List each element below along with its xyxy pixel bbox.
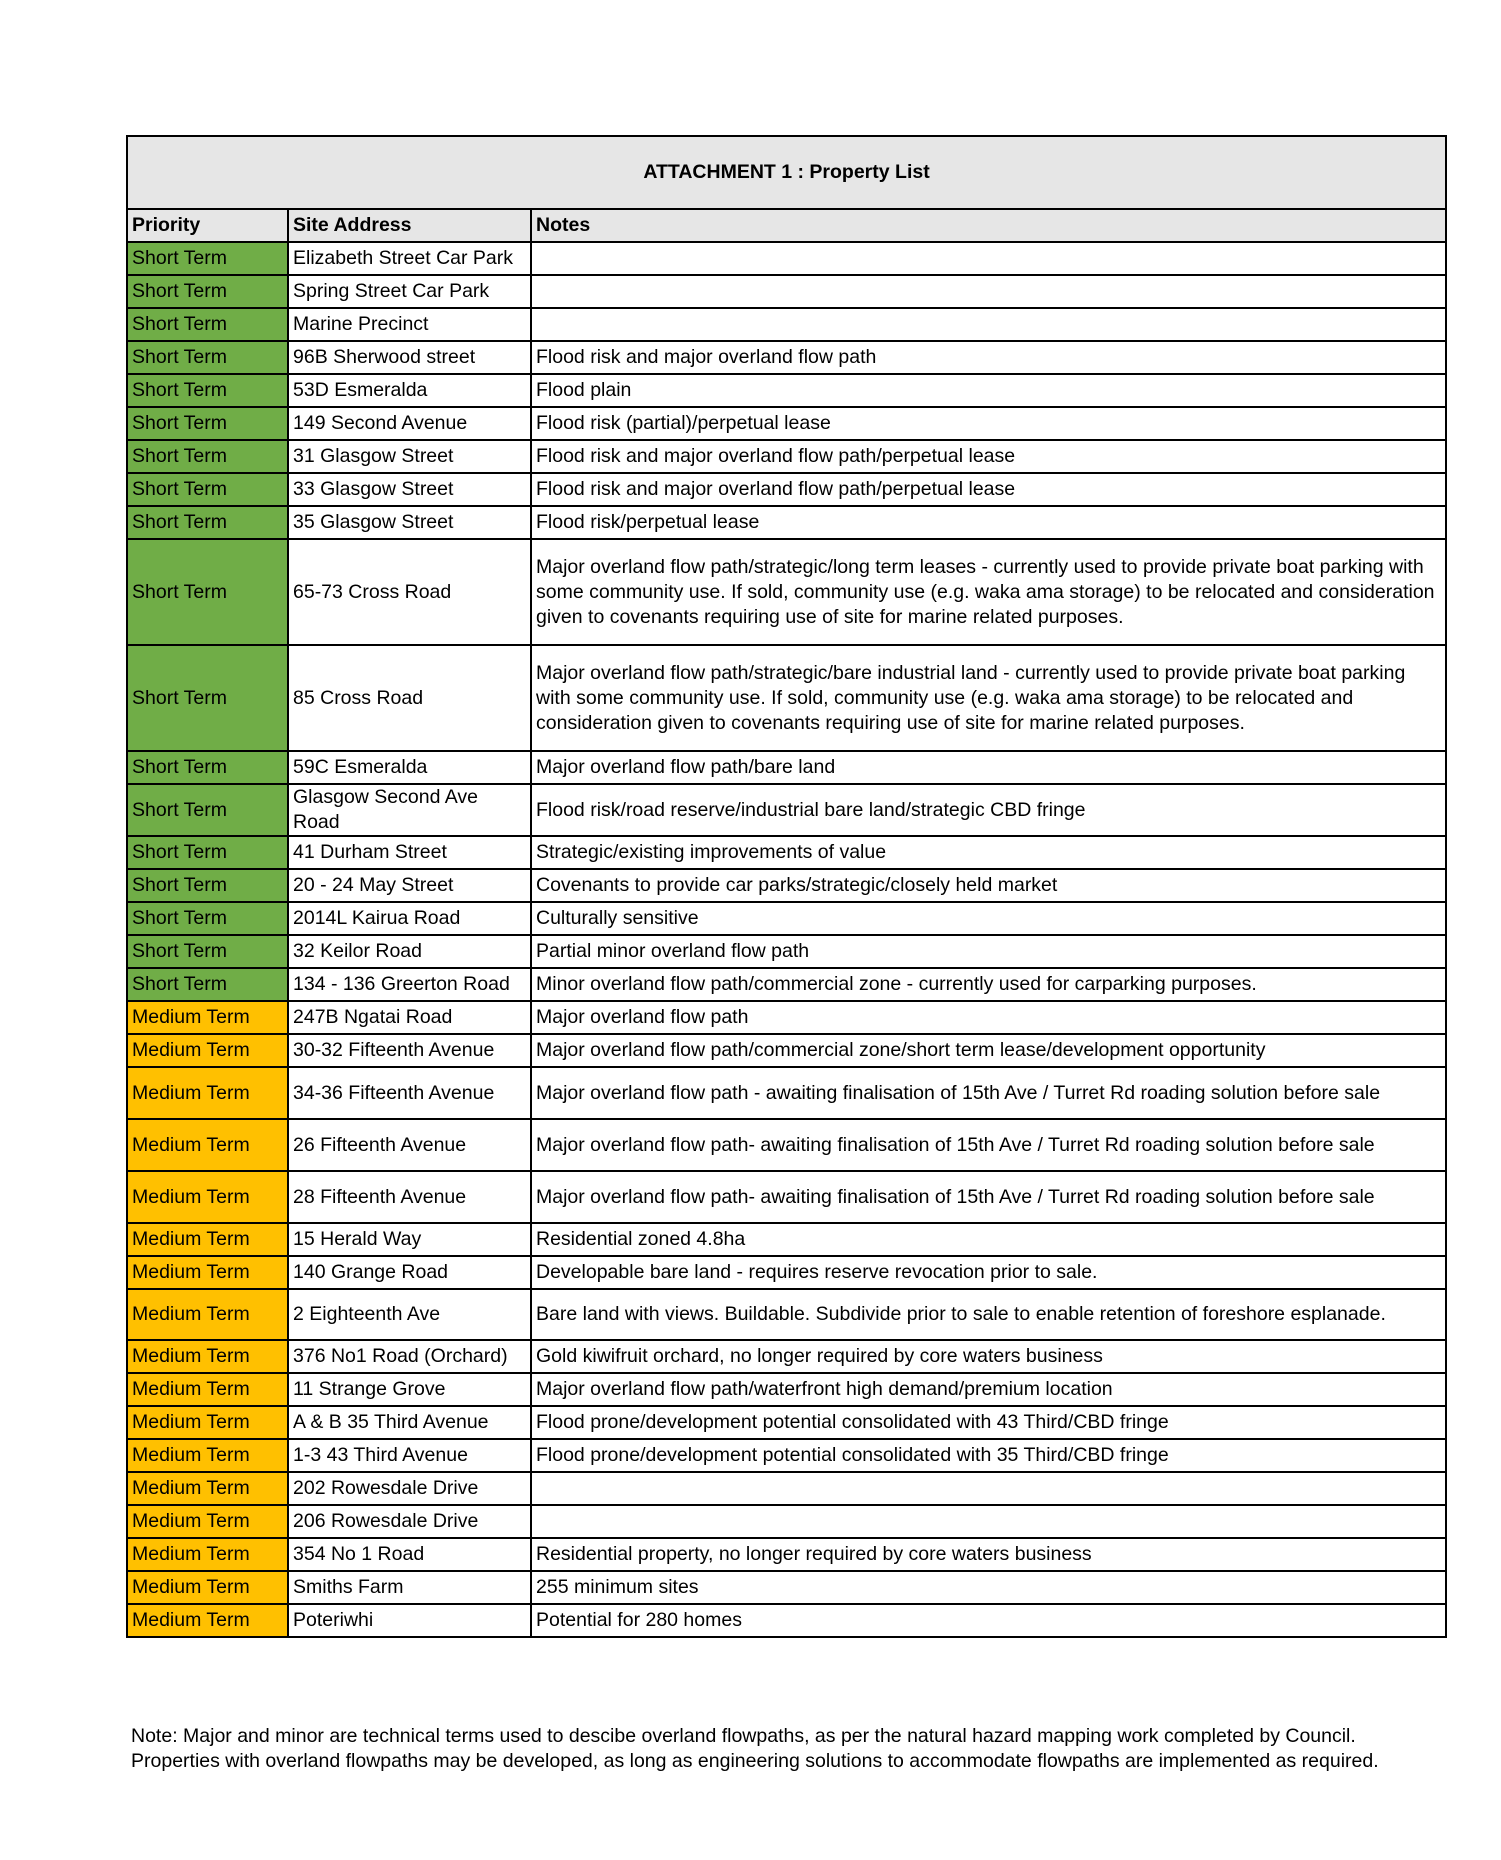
notes-cell: Covenants to provide car parks/strategic/closely held market bbox=[531, 869, 1446, 902]
table-title: ATTACHMENT 1 : Property List bbox=[127, 136, 1446, 209]
table-row bbox=[127, 374, 1446, 407]
priority-cell: Medium Term bbox=[127, 1289, 288, 1340]
notes-cell: Minor overland flow path/commercial zone - currently used for carparking purposes. bbox=[531, 968, 1446, 1001]
priority-cell: Short Term bbox=[127, 968, 288, 1001]
site-address-cell: 134 - 136 Greerton Road bbox=[288, 968, 531, 1001]
site-address-cell: 2 Eighteenth Ave bbox=[288, 1289, 531, 1340]
site-address-cell: 26 Fifteenth Avenue bbox=[288, 1119, 531, 1171]
notes-cell bbox=[531, 308, 1446, 341]
site-address-cell: 30-32 Fifteenth Avenue bbox=[288, 1034, 531, 1067]
table-row bbox=[127, 440, 1446, 473]
footnote-line: Properties with overland flowpaths may be developed, as long as engineering solutions to accommodate flowpaths are implemented as required. bbox=[131, 1750, 1379, 1772]
table-row bbox=[127, 1340, 1446, 1373]
table-body bbox=[127, 242, 1446, 1637]
notes-cell: Flood risk/road reserve/industrial bare land/strategic CBD fringe bbox=[531, 784, 1446, 836]
site-address-cell: 2014L Kairua Road bbox=[288, 902, 531, 935]
table-row bbox=[127, 1034, 1446, 1067]
table-row bbox=[127, 1373, 1446, 1406]
table-row bbox=[127, 1538, 1446, 1571]
priority-cell: Short Term bbox=[127, 341, 288, 374]
site-address-cell: Poteriwhi bbox=[288, 1604, 531, 1637]
notes-cell: Major overland flow path - awaiting finalisation of 15th Ave / Turret Rd roading solution before sale bbox=[531, 1067, 1446, 1119]
priority-cell: Medium Term bbox=[127, 1373, 288, 1406]
site-address-cell: 96B Sherwood street bbox=[288, 341, 531, 374]
table-row bbox=[127, 1256, 1446, 1289]
notes-cell: Major overland flow path/strategic/bare industrial land - currently used to provide private boat parking with some community use. If sold, community use (e.g. waka ama storage) to be relocated and consideration given to covenants requiring use of site for marine related purposes. bbox=[531, 645, 1446, 751]
notes-cell: Major overland flow path- awaiting finalisation of 15th Ave / Turret Rd roading solution before sale bbox=[531, 1119, 1446, 1171]
table-row bbox=[127, 1171, 1446, 1223]
site-address-cell: Smiths Farm bbox=[288, 1571, 531, 1604]
priority-cell: Medium Term bbox=[127, 1256, 288, 1289]
notes-cell: Flood prone/development potential consolidated with 35 Third/CBD fringe bbox=[531, 1439, 1446, 1472]
notes-cell: Major overland flow path/bare land bbox=[531, 751, 1446, 784]
priority-cell: Short Term bbox=[127, 902, 288, 935]
table-row bbox=[127, 784, 1446, 836]
site-address-cell: 53D Esmeralda bbox=[288, 374, 531, 407]
site-address-cell: 149 Second Avenue bbox=[288, 407, 531, 440]
table-row bbox=[127, 1406, 1446, 1439]
priority-cell: Short Term bbox=[127, 836, 288, 869]
priority-cell: Short Term bbox=[127, 751, 288, 784]
notes-cell: Residential zoned 4.8ha bbox=[531, 1223, 1446, 1256]
notes-cell: Flood risk and major overland flow path bbox=[531, 341, 1446, 374]
notes-cell: Residential property, no longer required by core waters business bbox=[531, 1538, 1446, 1571]
notes-cell bbox=[531, 275, 1446, 308]
priority-cell: Medium Term bbox=[127, 1571, 288, 1604]
notes-cell bbox=[531, 242, 1446, 275]
table-row bbox=[127, 1604, 1446, 1637]
notes-cell: Strategic/existing improvements of value bbox=[531, 836, 1446, 869]
site-address-cell: Marine Precinct bbox=[288, 308, 531, 341]
table-row bbox=[127, 935, 1446, 968]
table-row bbox=[127, 1289, 1446, 1340]
site-address-cell: 35 Glasgow Street bbox=[288, 506, 531, 539]
table-row bbox=[127, 968, 1446, 1001]
site-address-cell: 140 Grange Road bbox=[288, 1256, 531, 1289]
priority-cell: Medium Term bbox=[127, 1223, 288, 1256]
column-header-priority: Priority bbox=[127, 209, 288, 242]
table-row bbox=[127, 1223, 1446, 1256]
notes-cell: Flood risk and major overland flow path/perpetual lease bbox=[531, 440, 1446, 473]
site-address-cell: 28 Fifteenth Avenue bbox=[288, 1171, 531, 1223]
priority-cell: Short Term bbox=[127, 374, 288, 407]
notes-cell: Flood plain bbox=[531, 374, 1446, 407]
site-address-cell: Spring Street Car Park bbox=[288, 275, 531, 308]
priority-cell: Short Term bbox=[127, 440, 288, 473]
notes-cell: Flood prone/development potential consolidated with 43 Third/CBD fringe bbox=[531, 1406, 1446, 1439]
notes-cell: Culturally sensitive bbox=[531, 902, 1446, 935]
table-row bbox=[127, 506, 1446, 539]
priority-cell: Short Term bbox=[127, 506, 288, 539]
priority-cell: Medium Term bbox=[127, 1171, 288, 1223]
table-row bbox=[127, 407, 1446, 440]
site-address-cell: 59C Esmeralda bbox=[288, 751, 531, 784]
table-row bbox=[127, 1067, 1446, 1119]
priority-cell: Short Term bbox=[127, 539, 288, 645]
priority-cell: Short Term bbox=[127, 645, 288, 751]
priority-cell: Short Term bbox=[127, 869, 288, 902]
priority-cell: Medium Term bbox=[127, 1034, 288, 1067]
priority-cell: Medium Term bbox=[127, 1001, 288, 1034]
table-row bbox=[127, 308, 1446, 341]
priority-cell: Medium Term bbox=[127, 1067, 288, 1119]
notes-cell: Gold kiwifruit orchard, no longer required by core waters business bbox=[531, 1340, 1446, 1373]
priority-cell: Medium Term bbox=[127, 1439, 288, 1472]
priority-cell: Medium Term bbox=[127, 1538, 288, 1571]
property-list-table bbox=[126, 135, 1447, 1638]
table-row bbox=[127, 902, 1446, 935]
notes-cell: Flood risk and major overland flow path/perpetual lease bbox=[531, 473, 1446, 506]
site-address-cell: 15 Herald Way bbox=[288, 1223, 531, 1256]
footnote bbox=[131, 1724, 1461, 1774]
priority-cell: Short Term bbox=[127, 935, 288, 968]
priority-cell: Medium Term bbox=[127, 1472, 288, 1505]
site-address-cell: 376 No1 Road (Orchard) bbox=[288, 1340, 531, 1373]
priority-cell: Medium Term bbox=[127, 1505, 288, 1538]
table-row bbox=[127, 242, 1446, 275]
site-address-cell: 33 Glasgow Street bbox=[288, 473, 531, 506]
notes-cell: Potential for 280 homes bbox=[531, 1604, 1446, 1637]
site-address-cell: 34-36 Fifteenth Avenue bbox=[288, 1067, 531, 1119]
site-address-cell: 206 Rowesdale Drive bbox=[288, 1505, 531, 1538]
table-row bbox=[127, 1571, 1446, 1604]
priority-cell: Short Term bbox=[127, 407, 288, 440]
site-address-cell: 1-3 43 Third Avenue bbox=[288, 1439, 531, 1472]
column-header-notes: Notes bbox=[531, 209, 1446, 242]
site-address-cell: A & B 35 Third Avenue bbox=[288, 1406, 531, 1439]
priority-cell: Short Term bbox=[127, 275, 288, 308]
priority-cell: Medium Term bbox=[127, 1119, 288, 1171]
notes-cell: Flood risk (partial)/perpetual lease bbox=[531, 407, 1446, 440]
table-row bbox=[127, 1472, 1446, 1505]
priority-cell: Short Term bbox=[127, 242, 288, 275]
site-address-cell: 354 No 1 Road bbox=[288, 1538, 531, 1571]
priority-cell: Short Term bbox=[127, 308, 288, 341]
site-address-cell: 20 - 24 May Street bbox=[288, 869, 531, 902]
notes-cell: Partial minor overland flow path bbox=[531, 935, 1446, 968]
table-row bbox=[127, 539, 1446, 645]
site-address-cell: 65-73 Cross Road bbox=[288, 539, 531, 645]
site-address-cell: 31 Glasgow Street bbox=[288, 440, 531, 473]
priority-cell: Medium Term bbox=[127, 1340, 288, 1373]
table-row bbox=[127, 869, 1446, 902]
footnote-line: Note: Major and minor are technical terms used to descibe overland flowpaths, as per the natural hazard mapping work completed by Council. bbox=[131, 1725, 1356, 1747]
notes-cell: Major overland flow path/strategic/long term leases - currently used to provide private boat parking with some community use. If sold, community use (e.g. waka ama storage) to be relocated and consideration given to covenants requiring use of site for marine related purposes. bbox=[531, 539, 1446, 645]
site-address-cell: Glasgow Second Ave Road bbox=[288, 784, 531, 836]
notes-cell bbox=[531, 1472, 1446, 1505]
priority-cell: Short Term bbox=[127, 473, 288, 506]
notes-cell: Bare land with views. Buildable. Subdivide prior to sale to enable retention of foreshore esplanade. bbox=[531, 1289, 1446, 1340]
site-address-cell: 11 Strange Grove bbox=[288, 1373, 531, 1406]
notes-cell: 255 minimum sites bbox=[531, 1571, 1446, 1604]
table-row bbox=[127, 1505, 1446, 1538]
table-row bbox=[127, 341, 1446, 374]
table-row bbox=[127, 836, 1446, 869]
priority-cell: Medium Term bbox=[127, 1406, 288, 1439]
priority-cell: Medium Term bbox=[127, 1604, 288, 1637]
table-row bbox=[127, 645, 1446, 751]
table-row bbox=[127, 1119, 1446, 1171]
table-row bbox=[127, 473, 1446, 506]
notes-cell: Major overland flow path- awaiting finalisation of 15th Ave / Turret Rd roading solution before sale bbox=[531, 1171, 1446, 1223]
notes-cell: Flood risk/perpetual lease bbox=[531, 506, 1446, 539]
notes-cell: Major overland flow path/commercial zone/short term lease/development opportunity bbox=[531, 1034, 1446, 1067]
site-address-cell: 247B Ngatai Road bbox=[288, 1001, 531, 1034]
table-row bbox=[127, 751, 1446, 784]
table-row bbox=[127, 1001, 1446, 1034]
notes-cell: Major overland flow path bbox=[531, 1001, 1446, 1034]
table-row bbox=[127, 1439, 1446, 1472]
priority-cell: Short Term bbox=[127, 784, 288, 836]
site-address-cell: 41 Durham Street bbox=[288, 836, 531, 869]
notes-cell: Major overland flow path/waterfront high demand/premium location bbox=[531, 1373, 1446, 1406]
notes-cell: Developable bare land - requires reserve revocation prior to sale. bbox=[531, 1256, 1446, 1289]
site-address-cell: 32 Keilor Road bbox=[288, 935, 531, 968]
notes-cell bbox=[531, 1505, 1446, 1538]
site-address-cell: Elizabeth Street Car Park bbox=[288, 242, 531, 275]
site-address-cell: 85 Cross Road bbox=[288, 645, 531, 751]
column-header-site-address: Site Address bbox=[288, 209, 531, 242]
table-row bbox=[127, 275, 1446, 308]
site-address-cell: 202 Rowesdale Drive bbox=[288, 1472, 531, 1505]
